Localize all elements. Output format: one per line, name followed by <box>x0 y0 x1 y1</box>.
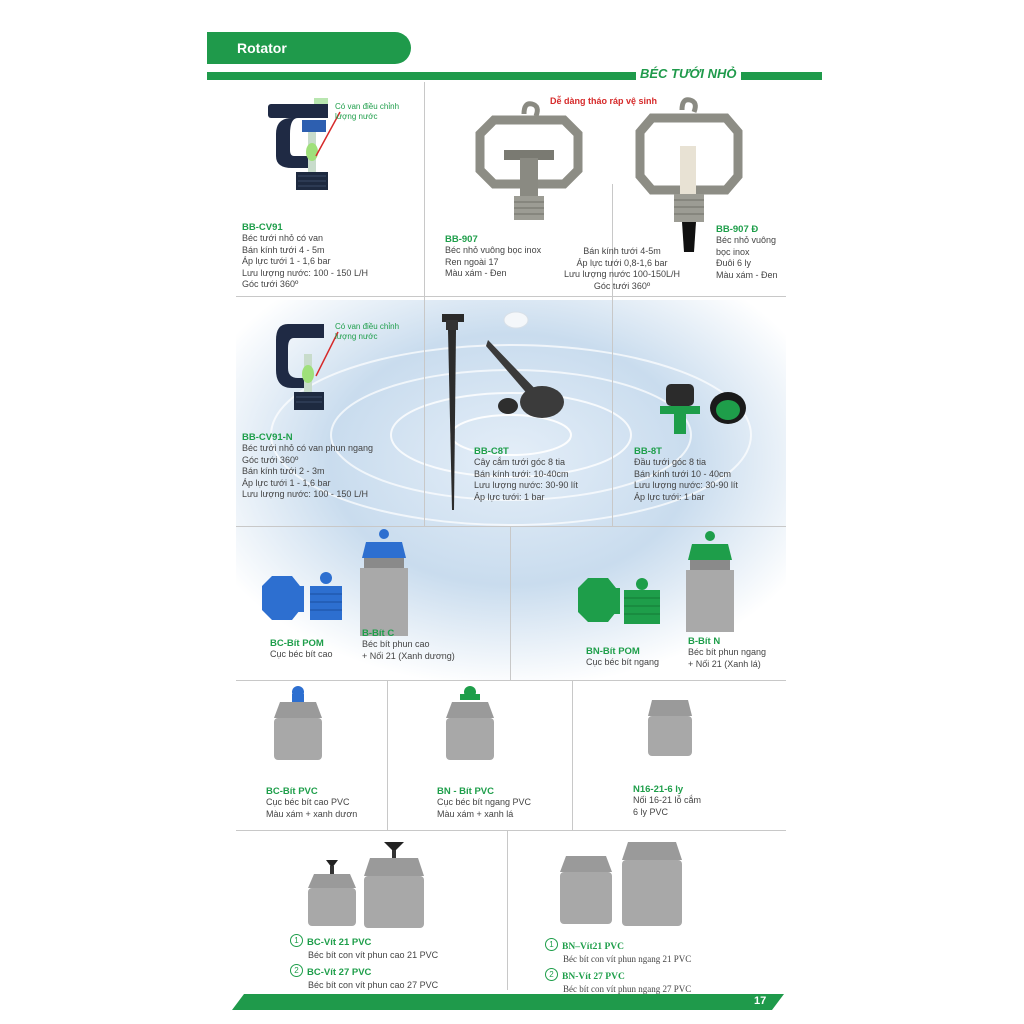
bn-bit-pvc-image <box>444 684 496 764</box>
bc-vit-caps-image <box>304 840 428 930</box>
list-item <box>290 932 438 950</box>
list-item <box>290 962 438 980</box>
footer-bar <box>232 994 784 1010</box>
product-name: BB-907 <box>445 234 478 245</box>
product-bc-bit-pvc <box>266 786 357 820</box>
product-line: Béc bít con vít phun cao 27 PVC <box>308 979 439 990</box>
product-line: Béc bít con vít phun cao 21 PVC <box>308 950 439 960</box>
product-bn-vit-list <box>545 936 691 995</box>
easy-clean-note: Dễ dàng tháo ráp vệ sinh <box>550 96 658 106</box>
product-bn-bit-pom <box>586 646 659 669</box>
product-name: BB-CV91 <box>242 222 283 233</box>
product-b-bit-c <box>362 628 455 662</box>
product-line: Lưu lượng nước: 100 - 150 L/H <box>242 267 368 278</box>
list-item <box>545 936 691 954</box>
product-line: Màu xám + xanh dươn <box>266 808 358 819</box>
product-bb-cv91n <box>242 432 373 501</box>
blue-caps-image <box>260 528 410 638</box>
product-line: Lưu lượng nước: 30-90 lít <box>474 480 578 490</box>
product-name: BB-CV91-N <box>242 432 293 443</box>
divider <box>424 82 425 296</box>
product-line: + Nối 21 (Xanh lá) <box>688 658 761 669</box>
product-line: Ren ngoài 17 <box>445 256 499 267</box>
number-badge: 2 <box>290 964 303 977</box>
product-b-bit-n <box>688 636 766 670</box>
bb-8t-head-image <box>656 380 766 440</box>
product-line: Bán kính tưới: 10-40cm <box>474 468 569 479</box>
product-name: BC-Vít 27 PVC <box>307 966 372 978</box>
product-line: Béc bít phun cao <box>362 639 430 649</box>
product-line: Áp lực tưới 1 - 1,6 bar <box>242 477 331 488</box>
product-line: Góc tưới 360º <box>242 279 299 289</box>
product-line: Béc bít con vít phun ngang 21 PVC <box>563 954 692 964</box>
product-bc-bit-pom <box>270 638 333 661</box>
number-badge: 2 <box>545 968 558 981</box>
valve-note: Có van điều chỉnh lượng nước <box>335 102 400 121</box>
product-name: BN-Vít 27 PVC <box>562 971 625 982</box>
product-line: Góc tưới 360º <box>593 280 651 291</box>
product-line: + Nối 21 (Xanh dương) <box>362 650 455 661</box>
bc-bit-pvc-image <box>272 684 324 764</box>
product-bc-vit-list <box>290 932 438 991</box>
product-name: BC-Bít POM <box>270 638 324 649</box>
product-bn-bit-pvc <box>437 786 531 820</box>
divider <box>236 830 786 831</box>
product-bb-c8t <box>474 446 578 503</box>
product-line: bọc inox <box>716 246 750 257</box>
product-name: BB-8T <box>634 446 662 457</box>
product-name: BN–Vít21 PVC <box>562 942 625 952</box>
n16-21-connector-image <box>646 698 694 760</box>
product-line: Áp lực tưới 0,8-1,6 bar <box>576 257 668 268</box>
page-number: 17 <box>754 995 767 1007</box>
green-caps-image <box>576 530 740 634</box>
product-name: BB-C8T <box>474 446 509 457</box>
product-line: Góc tưới 360º <box>242 454 299 465</box>
product-line: Bán kính tưới 4-5m <box>583 246 661 256</box>
product-bb-907-specs <box>552 246 692 292</box>
product-line: Áp lực tưới: 1 bar <box>474 491 545 502</box>
product-bb-cv91 <box>242 222 368 291</box>
product-bb-907 <box>445 234 541 280</box>
product-n16-21-6ly <box>633 784 701 818</box>
product-line: Béc tưới nhỏ có van <box>242 233 323 243</box>
product-name: BN-Bít POM <box>586 646 640 657</box>
product-name: BB-907 Đ <box>716 224 759 235</box>
product-line: Béc bít con vít phun ngang 27 PVC <box>563 983 692 994</box>
product-line: Nối 16-21 lỗ cắm <box>633 795 702 805</box>
product-line: Màu xám + xanh lá <box>437 808 514 819</box>
product-line: Áp lực tưới: 1 bar <box>634 491 705 502</box>
list-item <box>545 966 691 984</box>
product-bb-8t <box>634 446 738 503</box>
divider <box>387 680 388 830</box>
header-tab: Rotator <box>207 32 411 64</box>
product-line: Béc nhỏ vuông bọc inox <box>445 245 542 255</box>
product-name: B-Bít C <box>362 628 395 639</box>
product-line: Màu xám - Đen <box>716 269 778 280</box>
divider <box>612 296 613 526</box>
divider <box>236 526 786 527</box>
product-line: Lưu lượng nước: 30-90 lít <box>634 480 738 490</box>
product-line: Cây cắm tưới góc 8 tia <box>474 457 565 467</box>
section-title: BÉC TƯỚI NHỎ <box>636 66 741 81</box>
divider <box>572 680 573 830</box>
product-line: Bán kính tưới 4 - 5m <box>242 244 325 255</box>
product-line: Đầu tưới góc 8 tia <box>634 457 706 467</box>
product-line: Đuôi 6 ly <box>716 258 752 268</box>
number-badge: 1 <box>290 934 303 947</box>
product-line: 6 ly PVC <box>633 806 669 817</box>
divider <box>510 526 511 680</box>
product-line: Cục béc bít ngang PVC <box>437 797 532 807</box>
bb-907-sprinkler-image <box>474 100 584 225</box>
product-line: Áp lực tưới 1 - 1,6 bar <box>242 256 331 266</box>
valve-note: Có van điều chỉnh lượng nước <box>335 322 400 341</box>
product-line: Bán kính tưới 10 - 40cm <box>634 468 731 479</box>
product-bb-907d <box>716 224 778 281</box>
product-line: Béc nhỏ vuông <box>716 235 777 245</box>
product-name: N16-21-6 ly <box>633 784 684 795</box>
number-badge: 1 <box>545 938 558 951</box>
divider <box>424 296 425 526</box>
product-line: Lưu lượng nước: 100 - 150 L/H <box>242 489 368 499</box>
product-name: B-Bít N <box>688 636 721 647</box>
product-line: Béc tưới nhỏ có van phun ngang <box>242 443 374 453</box>
product-name: BN - Bít PVC <box>437 786 494 797</box>
product-line: Lưu lượng nước 100-150L/H <box>564 269 680 279</box>
bn-vit-caps-image <box>556 838 688 930</box>
product-line: Màu xám - Đen <box>445 268 507 278</box>
product-line: Bán kính tưới 2 - 3m <box>242 466 325 476</box>
product-line: Béc bít phun ngang <box>688 647 767 657</box>
product-name: BC-Bít PVC <box>266 786 318 797</box>
divider <box>507 830 508 990</box>
product-line: Cục béc bít cao PVC <box>266 797 350 807</box>
product-name: BC-Vít 21 PVC <box>307 937 372 948</box>
product-line: Cục béc bít ngang <box>586 657 660 667</box>
product-line: Cục béc bít cao <box>270 649 333 659</box>
divider <box>236 680 786 681</box>
divider <box>236 296 786 297</box>
